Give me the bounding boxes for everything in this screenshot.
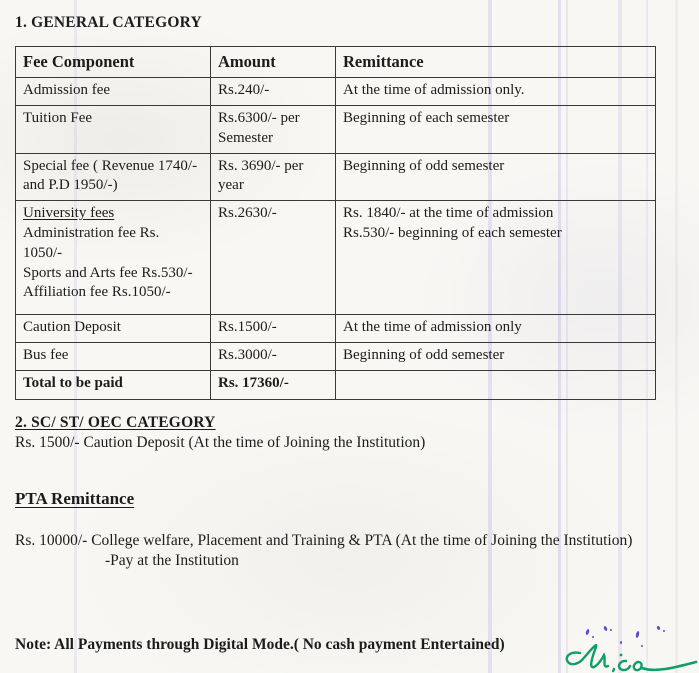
cell-component: Tuition Fee	[16, 106, 211, 154]
cell-component: Bus fee	[16, 343, 211, 371]
cell-amount: Rs.240/-	[211, 78, 336, 106]
table-row-total	[16, 371, 656, 400]
university-fees-detail: 1050/-	[23, 244, 63, 261]
cell-remittance: At the time of admission only	[336, 315, 656, 343]
cell-amount: Rs.2630/-	[211, 201, 336, 315]
section-sc-st-body: Rs. 1500/- Caution Deposit (At the time of Joining the Institution)	[15, 434, 426, 452]
header-fee-component: Fee Component	[16, 47, 211, 78]
cell-amount: Rs.1500/-	[211, 315, 336, 343]
cell-component: Caution Deposit	[16, 315, 211, 343]
section-sc-st-title: 2. SC/ ST/ OEC CATEGORY	[15, 414, 216, 432]
table-row	[16, 201, 656, 315]
signature-scribble-icon	[558, 625, 699, 673]
section-pta-line2: -Pay at the Institution	[105, 552, 239, 570]
university-fees-title: University fees	[23, 205, 115, 222]
cell-remittance: Beginning of odd semester	[336, 153, 656, 201]
table-row	[16, 106, 656, 154]
header-amount: Amount	[211, 47, 336, 78]
table-row	[16, 153, 656, 201]
fee-table-header-row	[16, 47, 656, 78]
cell-component: Total to be paid	[16, 371, 211, 400]
table-row	[16, 343, 656, 371]
cell-remittance	[336, 371, 656, 400]
section-general-title: 1. GENERAL CATEGORY	[15, 14, 202, 31]
cell-amount: Rs. 3690/- per year	[211, 153, 336, 201]
remittance-line: Rs. 1840/- at the time of admission	[343, 205, 554, 222]
university-fees-detail: Administration fee Rs.	[23, 224, 160, 241]
remittance-line: Rs.530/- beginning of each semester	[343, 224, 562, 241]
cell-amount: Rs. 17360/-	[211, 371, 336, 400]
cell-component: Admission fee	[16, 78, 211, 106]
table-row	[16, 315, 656, 343]
university-fees-detail: Affiliation fee Rs.1050/-	[23, 284, 171, 301]
cell-component	[16, 201, 211, 315]
section-pta-title: PTA Remittance	[15, 489, 135, 509]
cell-remittance: At the time of admission only.	[336, 78, 656, 106]
cell-remittance	[336, 201, 656, 315]
payment-note: Note: All Payments through Digital Mode.( No cash payment Entertained)	[15, 636, 505, 654]
cell-remittance: Beginning of each semester	[336, 106, 656, 154]
fee-table	[15, 46, 656, 400]
section-pta-line1: Rs. 10000/- College welfare, Placement and Training & PTA (At the time of Joining the Institution)	[15, 532, 633, 550]
document-content	[15, 12, 685, 654]
university-fees-detail: Sports and Arts fee Rs.530/-	[23, 264, 193, 281]
cell-amount: Rs.6300/- per Semester	[211, 106, 336, 154]
cell-component: Special fee ( Revenue 1740/- and P.D 1950/-)	[16, 153, 211, 201]
table-row	[16, 78, 656, 106]
cell-amount: Rs.3000/-	[211, 343, 336, 371]
header-remittance: Remittance	[336, 47, 656, 78]
cell-remittance: Beginning of odd semester	[336, 343, 656, 371]
